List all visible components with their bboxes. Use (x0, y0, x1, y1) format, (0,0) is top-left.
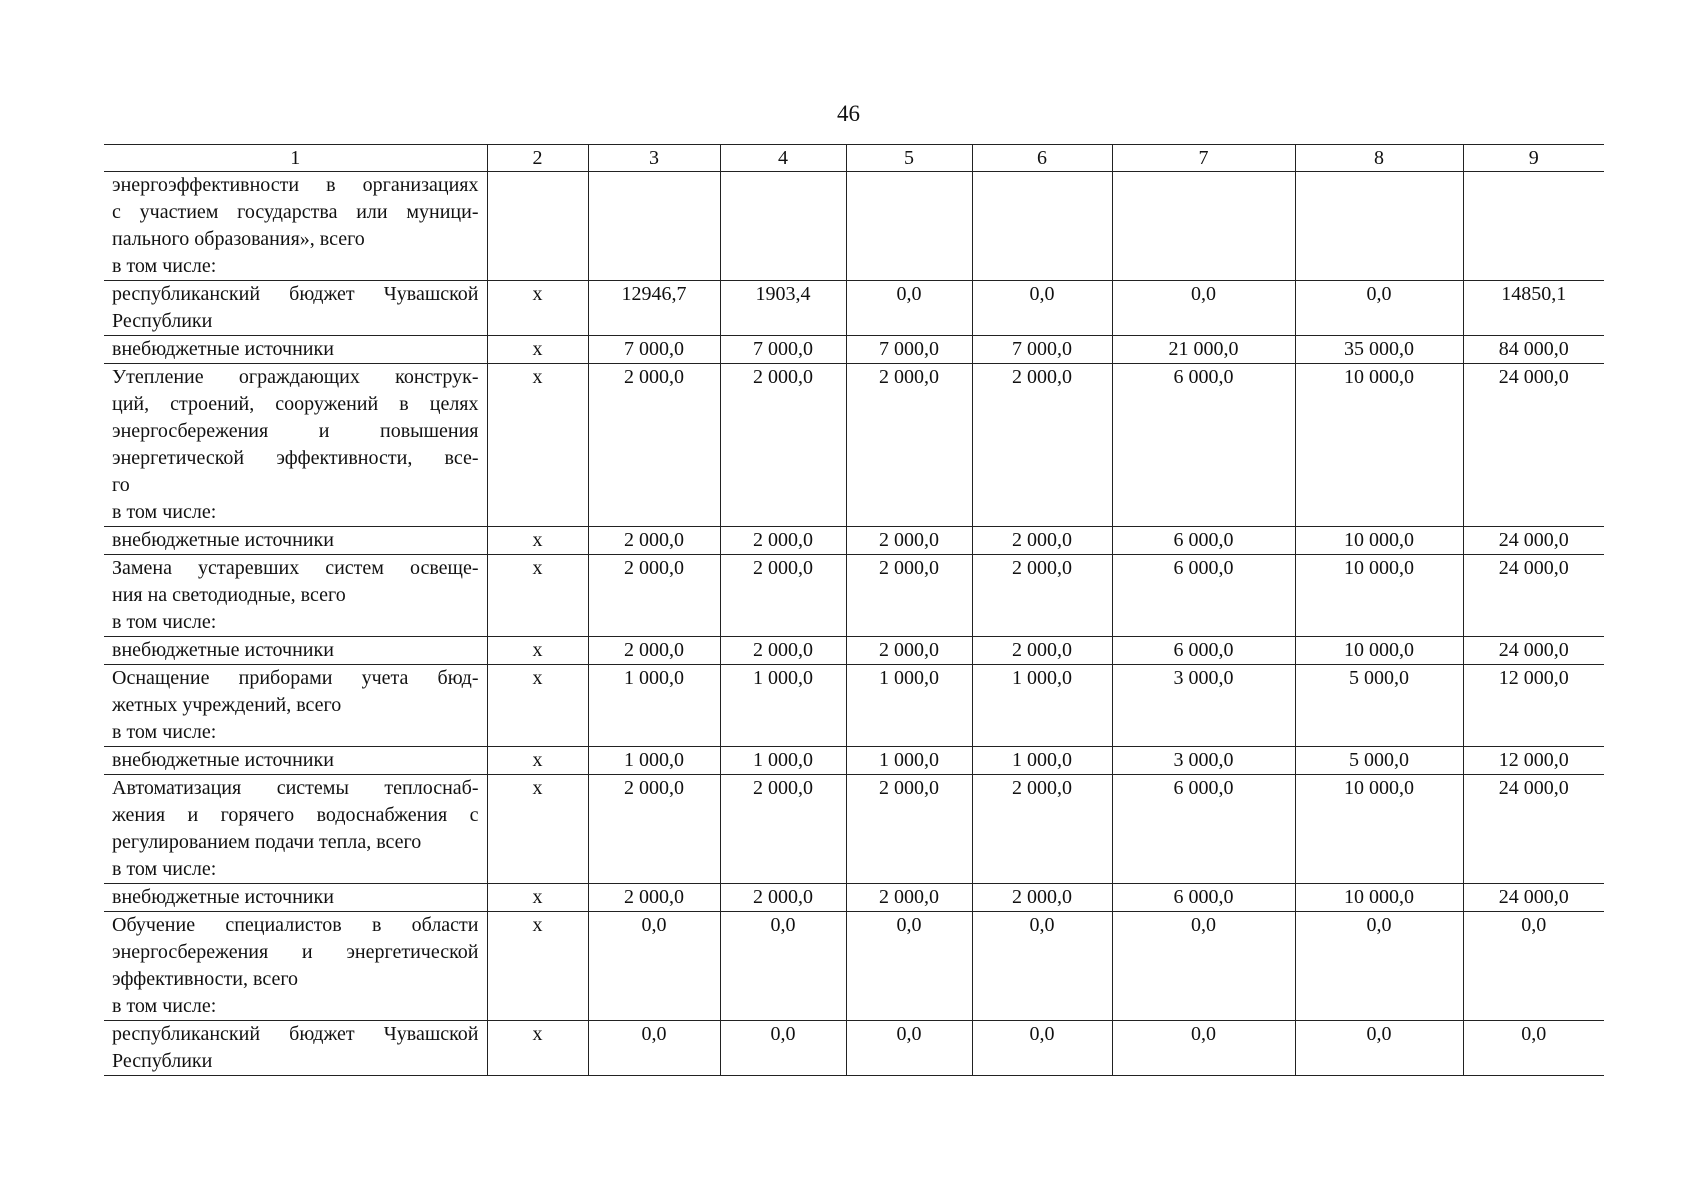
row-value-cell: 0,0 (1112, 281, 1295, 336)
row-name-line: энергосбережения и повышения (112, 420, 479, 442)
row-value-cell: 1 000,0 (720, 747, 846, 775)
row-value-cell: 12946,7 (588, 281, 720, 336)
row-marker-cell: х (487, 336, 588, 364)
row-name-line: Утепление ограждающих конструк- (112, 366, 479, 388)
row-name-line: энергоэффективности в организациях (112, 174, 479, 196)
row-value-cell: 0,0 (1295, 912, 1463, 1021)
table-row (104, 527, 1604, 555)
row-name-line: в том числе: (112, 611, 217, 633)
row-value-cell: 0,0 (588, 1021, 720, 1076)
table-row (104, 364, 1604, 527)
row-name-cell (104, 336, 487, 364)
row-name-line: Республики (112, 1050, 213, 1072)
row-value-cell: 7 000,0 (846, 336, 972, 364)
row-value-cell: 1 000,0 (846, 665, 972, 747)
row-value-cell: 2 000,0 (972, 884, 1112, 912)
table-row (104, 336, 1604, 364)
row-value-cell: 7 000,0 (588, 336, 720, 364)
row-marker-cell (487, 172, 588, 281)
column-header: 6 (972, 145, 1112, 172)
row-value-cell: 2 000,0 (720, 637, 846, 665)
table-row (104, 555, 1604, 637)
row-name-line: ций, строений, сооружений в целях (112, 393, 479, 415)
row-name-line: в том числе: (112, 858, 217, 880)
row-value-cell (1112, 172, 1295, 281)
row-value-cell: 2 000,0 (588, 364, 720, 527)
row-name-line: внебюджетные источники (112, 529, 334, 551)
row-name-line: внебюджетные источники (112, 886, 334, 908)
row-name-line: энергосбережения и энергетической (112, 941, 479, 963)
table-row (104, 775, 1604, 884)
row-value-cell: 3 000,0 (1112, 665, 1295, 747)
column-header: 4 (720, 145, 846, 172)
row-value-cell: 10 000,0 (1295, 775, 1463, 884)
row-value-cell: 24 000,0 (1463, 555, 1604, 637)
row-value-cell: 1 000,0 (846, 747, 972, 775)
row-name-cell (104, 281, 487, 336)
row-name-line: Обучение специалистов в области (112, 914, 479, 936)
row-value-cell: 2 000,0 (972, 637, 1112, 665)
row-value-cell: 0,0 (720, 1021, 846, 1076)
row-marker-cell: х (487, 637, 588, 665)
row-value-cell: 6 000,0 (1112, 527, 1295, 555)
row-name-line: регулированием подачи тепла, всего (112, 831, 422, 853)
row-marker-cell: х (487, 1021, 588, 1076)
row-value-cell: 0,0 (846, 281, 972, 336)
row-value-cell: 0,0 (972, 281, 1112, 336)
row-value-cell: 10 000,0 (1295, 555, 1463, 637)
row-value-cell: 10 000,0 (1295, 364, 1463, 527)
row-value-cell: 2 000,0 (720, 364, 846, 527)
table-row (104, 912, 1604, 1021)
header-row (104, 145, 1604, 172)
table-row (104, 747, 1604, 775)
column-header: 7 (1112, 145, 1295, 172)
table-row (104, 1021, 1604, 1076)
row-name-cell (104, 884, 487, 912)
row-name-line: в том числе: (112, 255, 217, 277)
row-name-cell (104, 637, 487, 665)
column-header: 5 (846, 145, 972, 172)
row-value-cell: 2 000,0 (720, 775, 846, 884)
row-value-cell: 2 000,0 (972, 775, 1112, 884)
row-value-cell: 0,0 (720, 912, 846, 1021)
row-name-line: жения и горячего водоснабжения с (112, 804, 479, 826)
row-value-cell: 2 000,0 (846, 637, 972, 665)
row-value-cell: 2 000,0 (846, 527, 972, 555)
row-value-cell: 1 000,0 (720, 665, 846, 747)
row-value-cell: 1 000,0 (588, 747, 720, 775)
row-value-cell: 84 000,0 (1463, 336, 1604, 364)
row-name-line: пального образования», всего (112, 228, 365, 250)
row-value-cell: 2 000,0 (720, 884, 846, 912)
budget-table (104, 144, 1604, 1076)
row-value-cell: 0,0 (846, 912, 972, 1021)
table-row (104, 665, 1604, 747)
row-marker-cell: х (487, 665, 588, 747)
row-value-cell: 12 000,0 (1463, 665, 1604, 747)
row-name-line: эффективности, всего (112, 968, 299, 990)
row-name-cell (104, 912, 487, 1021)
row-value-cell: 1903,4 (720, 281, 846, 336)
row-name-cell (104, 172, 487, 281)
row-value-cell: 10 000,0 (1295, 527, 1463, 555)
row-value-cell: 2 000,0 (846, 364, 972, 527)
row-value-cell: 2 000,0 (588, 775, 720, 884)
row-marker-cell: х (487, 555, 588, 637)
row-name-cell (104, 665, 487, 747)
row-name-cell (104, 364, 487, 527)
row-name-line: внебюджетные источники (112, 639, 334, 661)
row-value-cell: 6 000,0 (1112, 775, 1295, 884)
row-value-cell: 0,0 (1295, 281, 1463, 336)
row-marker-cell: х (487, 281, 588, 336)
row-value-cell: 0,0 (1112, 912, 1295, 1021)
row-name-line: жетных учреждений, всего (112, 694, 342, 716)
row-name-line: Автоматизация системы теплоснаб- (112, 777, 479, 799)
table-row (104, 884, 1604, 912)
row-value-cell: 2 000,0 (588, 637, 720, 665)
row-value-cell: 24 000,0 (1463, 884, 1604, 912)
row-marker-cell: х (487, 884, 588, 912)
row-value-cell: 14850,1 (1463, 281, 1604, 336)
row-name-line: в том числе: (112, 721, 217, 743)
row-value-cell (720, 172, 846, 281)
row-value-cell: 0,0 (1463, 1021, 1604, 1076)
row-value-cell: 2 000,0 (846, 884, 972, 912)
row-value-cell: 6 000,0 (1112, 555, 1295, 637)
column-header: 1 (104, 145, 487, 172)
row-name-line: энергетической эффективности, все- (112, 447, 479, 469)
row-value-cell: 21 000,0 (1112, 336, 1295, 364)
row-value-cell (588, 172, 720, 281)
row-value-cell: 12 000,0 (1463, 747, 1604, 775)
row-value-cell: 7 000,0 (972, 336, 1112, 364)
row-value-cell: 6 000,0 (1112, 637, 1295, 665)
row-name-line: го (112, 474, 130, 496)
row-name-line: Оснащение приборами учета бюд- (112, 667, 479, 689)
row-value-cell: 2 000,0 (720, 527, 846, 555)
row-name-cell (104, 747, 487, 775)
table-body (104, 172, 1604, 1076)
row-value-cell: 2 000,0 (972, 527, 1112, 555)
row-value-cell: 6 000,0 (1112, 884, 1295, 912)
row-value-cell: 0,0 (588, 912, 720, 1021)
row-value-cell: 2 000,0 (588, 884, 720, 912)
row-value-cell: 24 000,0 (1463, 637, 1604, 665)
row-value-cell: 6 000,0 (1112, 364, 1295, 527)
row-marker-cell: х (487, 527, 588, 555)
row-value-cell: 5 000,0 (1295, 665, 1463, 747)
row-value-cell: 0,0 (1295, 1021, 1463, 1076)
row-value-cell: 24 000,0 (1463, 364, 1604, 527)
row-value-cell: 2 000,0 (972, 364, 1112, 527)
row-value-cell: 35 000,0 (1295, 336, 1463, 364)
row-name-line: внебюджетные источники (112, 338, 334, 360)
table-row (104, 281, 1604, 336)
row-value-cell: 0,0 (846, 1021, 972, 1076)
column-header: 9 (1463, 145, 1604, 172)
row-marker-cell: х (487, 775, 588, 884)
row-value-cell: 0,0 (1112, 1021, 1295, 1076)
row-marker-cell: х (487, 747, 588, 775)
row-value-cell: 7 000,0 (720, 336, 846, 364)
row-value-cell: 24 000,0 (1463, 527, 1604, 555)
row-value-cell: 0,0 (972, 912, 1112, 1021)
row-name-line: Замена устаревших систем освеще- (112, 557, 479, 579)
row-name-line: в том числе: (112, 995, 217, 1017)
row-value-cell (1463, 172, 1604, 281)
row-marker-cell: х (487, 912, 588, 1021)
row-name-line: республиканский бюджет Чувашской (112, 283, 479, 305)
row-name-line: республиканский бюджет Чувашской (112, 1023, 479, 1045)
row-name-line: Республики (112, 310, 213, 332)
row-value-cell: 0,0 (972, 1021, 1112, 1076)
row-value-cell: 0,0 (1463, 912, 1604, 1021)
row-value-cell: 24 000,0 (1463, 775, 1604, 884)
row-value-cell: 10 000,0 (1295, 884, 1463, 912)
row-value-cell: 2 000,0 (588, 527, 720, 555)
row-value-cell: 2 000,0 (588, 555, 720, 637)
row-value-cell (972, 172, 1112, 281)
column-header: 8 (1295, 145, 1463, 172)
table-row (104, 172, 1604, 281)
row-name-line: ния на светодиодные, всего (112, 584, 346, 606)
row-value-cell: 1 000,0 (972, 665, 1112, 747)
row-value-cell: 3 000,0 (1112, 747, 1295, 775)
row-value-cell (846, 172, 972, 281)
row-name-cell (104, 527, 487, 555)
row-value-cell: 2 000,0 (720, 555, 846, 637)
row-value-cell: 1 000,0 (588, 665, 720, 747)
row-value-cell: 2 000,0 (972, 555, 1112, 637)
row-name-cell (104, 1021, 487, 1076)
row-name-line: внебюджетные источники (112, 749, 334, 771)
page-number: 46 (837, 101, 860, 126)
row-value-cell (1295, 172, 1463, 281)
row-name-line: с участием государства или муници- (112, 201, 479, 223)
row-value-cell: 5 000,0 (1295, 747, 1463, 775)
column-header: 2 (487, 145, 588, 172)
table-row (104, 637, 1604, 665)
row-value-cell: 2 000,0 (846, 555, 972, 637)
column-header: 3 (588, 145, 720, 172)
row-value-cell: 10 000,0 (1295, 637, 1463, 665)
row-marker-cell: х (487, 364, 588, 527)
row-value-cell: 1 000,0 (972, 747, 1112, 775)
row-value-cell: 2 000,0 (846, 775, 972, 884)
row-name-cell (104, 775, 487, 884)
row-name-cell (104, 555, 487, 637)
row-name-line: в том числе: (112, 501, 217, 523)
